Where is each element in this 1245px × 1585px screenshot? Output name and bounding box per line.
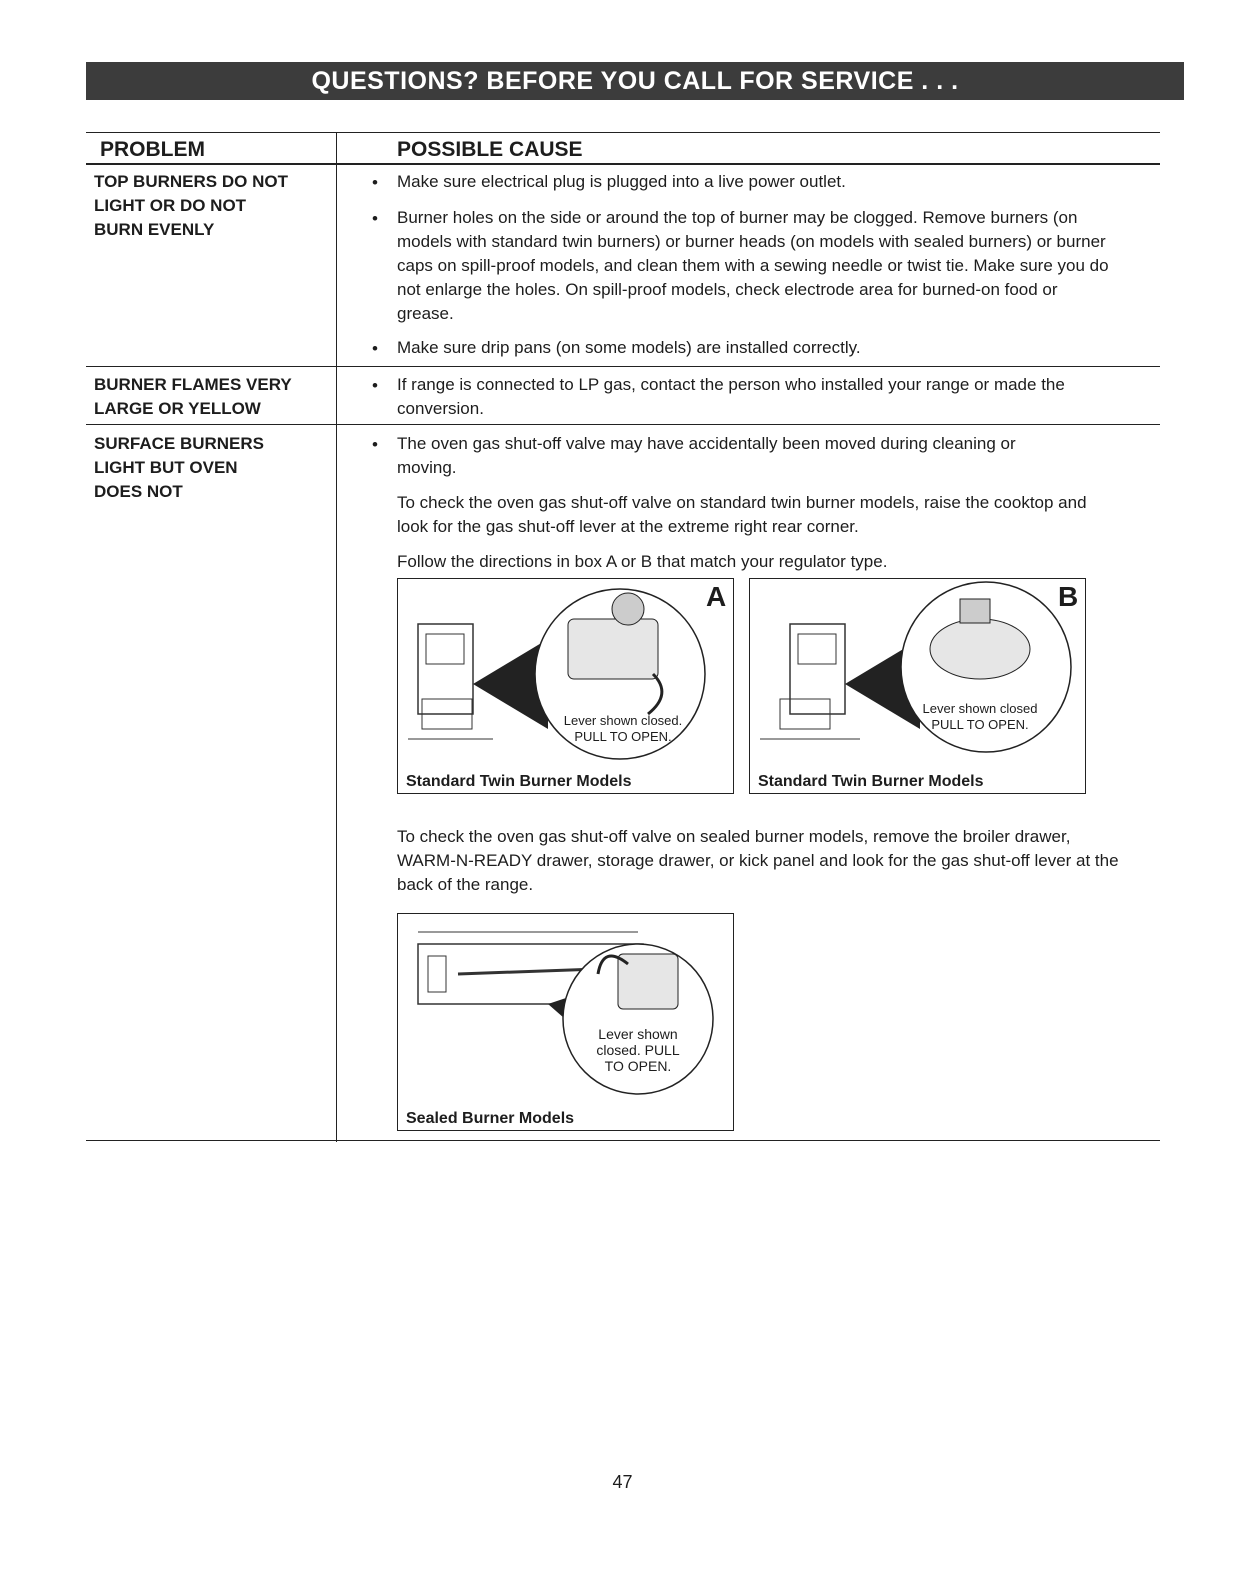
row-rule	[86, 424, 1160, 425]
problem-line: BURN EVENLY	[94, 220, 215, 239]
page-number: 47	[612, 1472, 633, 1492]
table-top-rule	[86, 132, 1160, 133]
bullet: •	[372, 376, 378, 395]
bullet: •	[372, 173, 378, 192]
callout-line: TO OPEN.	[604, 1058, 672, 1074]
bullet: •	[372, 339, 378, 358]
cause-text: Make sure electrical plug is plugged into a live power outlet.	[397, 172, 846, 191]
callout-line: closed. PULL	[596, 1042, 680, 1058]
figure-b-letter: B	[1058, 581, 1079, 612]
instruction-paragraph: Follow the directions in box A or B that match your regulator type.	[397, 552, 888, 571]
figure-c-callout	[583, 1026, 693, 1074]
page-banner	[86, 62, 1184, 100]
instruction-paragraph: To check the oven gas shut-off valve on sealed burner models, remove the broiler drawer, WARM-N-READY drawer, storage drawer, or kick panel and look for the gas shut-off lever at the back of the range.	[397, 827, 1119, 894]
problem-top-burners	[94, 170, 334, 242]
problem-line: LARGE OR YELLOW	[94, 399, 261, 418]
callout-line: PULL TO OPEN.	[574, 729, 672, 744]
problem-line: BURNER FLAMES VERY	[94, 375, 292, 394]
figure-c-illustration	[398, 914, 733, 1130]
table-bottom-rule	[86, 1140, 1160, 1141]
problem-line: LIGHT BUT OVEN	[94, 458, 238, 477]
problem-line: SURFACE BURNERS	[94, 434, 265, 453]
figure-c-caption: Sealed Burner Models	[406, 1110, 575, 1127]
problem-line: TOP BURNERS DO NOT	[94, 172, 288, 191]
banner-title: QUESTIONS? BEFORE YOU CALL FOR SERVICE . . .	[311, 66, 959, 95]
figure-a-letter: A	[706, 581, 727, 612]
cause-text: If range is connected to LP gas, contact the person who installed your range or made the conversion.	[397, 375, 1065, 418]
problem-surface-burners	[94, 432, 334, 504]
figure-b-caption: Standard Twin Burner Models	[758, 773, 984, 790]
problem-burner-flames	[94, 373, 334, 421]
callout-line: Lever shown closed	[922, 701, 1038, 716]
column-divider	[336, 132, 337, 1142]
figure-b	[749, 578, 1086, 794]
bullet: •	[372, 435, 378, 454]
figure-a-illustration	[398, 579, 733, 793]
figure-b-callout	[905, 701, 1055, 733]
figure-a-callout	[553, 713, 693, 745]
figure-a-caption: Standard Twin Burner Models	[406, 773, 632, 790]
problem-line: LIGHT OR DO NOT	[94, 196, 247, 215]
problem-column-header: PROBLEM	[100, 138, 205, 161]
instruction-paragraph: To check the oven gas shut-off valve on standard twin burner models, raise the cooktop and look for the gas shut-off lever at the extreme right rear corner.	[397, 493, 1087, 536]
bullet: •	[372, 209, 378, 228]
figure-c	[397, 913, 734, 1131]
row-rule	[86, 366, 1160, 367]
cause-text: Burner holes on the side or around the top of burner may be clogged. Remove burners (on models with standard twin burners) or burner heads (on models with sealed burners) or burner caps on spill-proof models, and clean them with a sewing needle or twist tie. Make sure you do not enlarge the holes. On spill-proof models, check electrode area for burned-on food or grease.	[397, 208, 1109, 323]
problem-line: DOES NOT	[94, 482, 183, 501]
callout-line: Lever shown closed.	[563, 713, 683, 728]
figure-b-illustration	[750, 579, 1085, 793]
cause-text: Make sure drip pans (on some models) are installed correctly.	[397, 338, 861, 357]
callout-line: PULL TO OPEN.	[931, 717, 1029, 732]
callout-line: Lever shown	[598, 1026, 678, 1042]
cause-text: The oven gas shut-off valve may have accidentally been moved during cleaning or moving.	[397, 434, 1016, 477]
figure-a	[397, 578, 734, 794]
header-rule	[86, 163, 1160, 165]
cause-column-header: POSSIBLE CAUSE	[397, 138, 583, 161]
